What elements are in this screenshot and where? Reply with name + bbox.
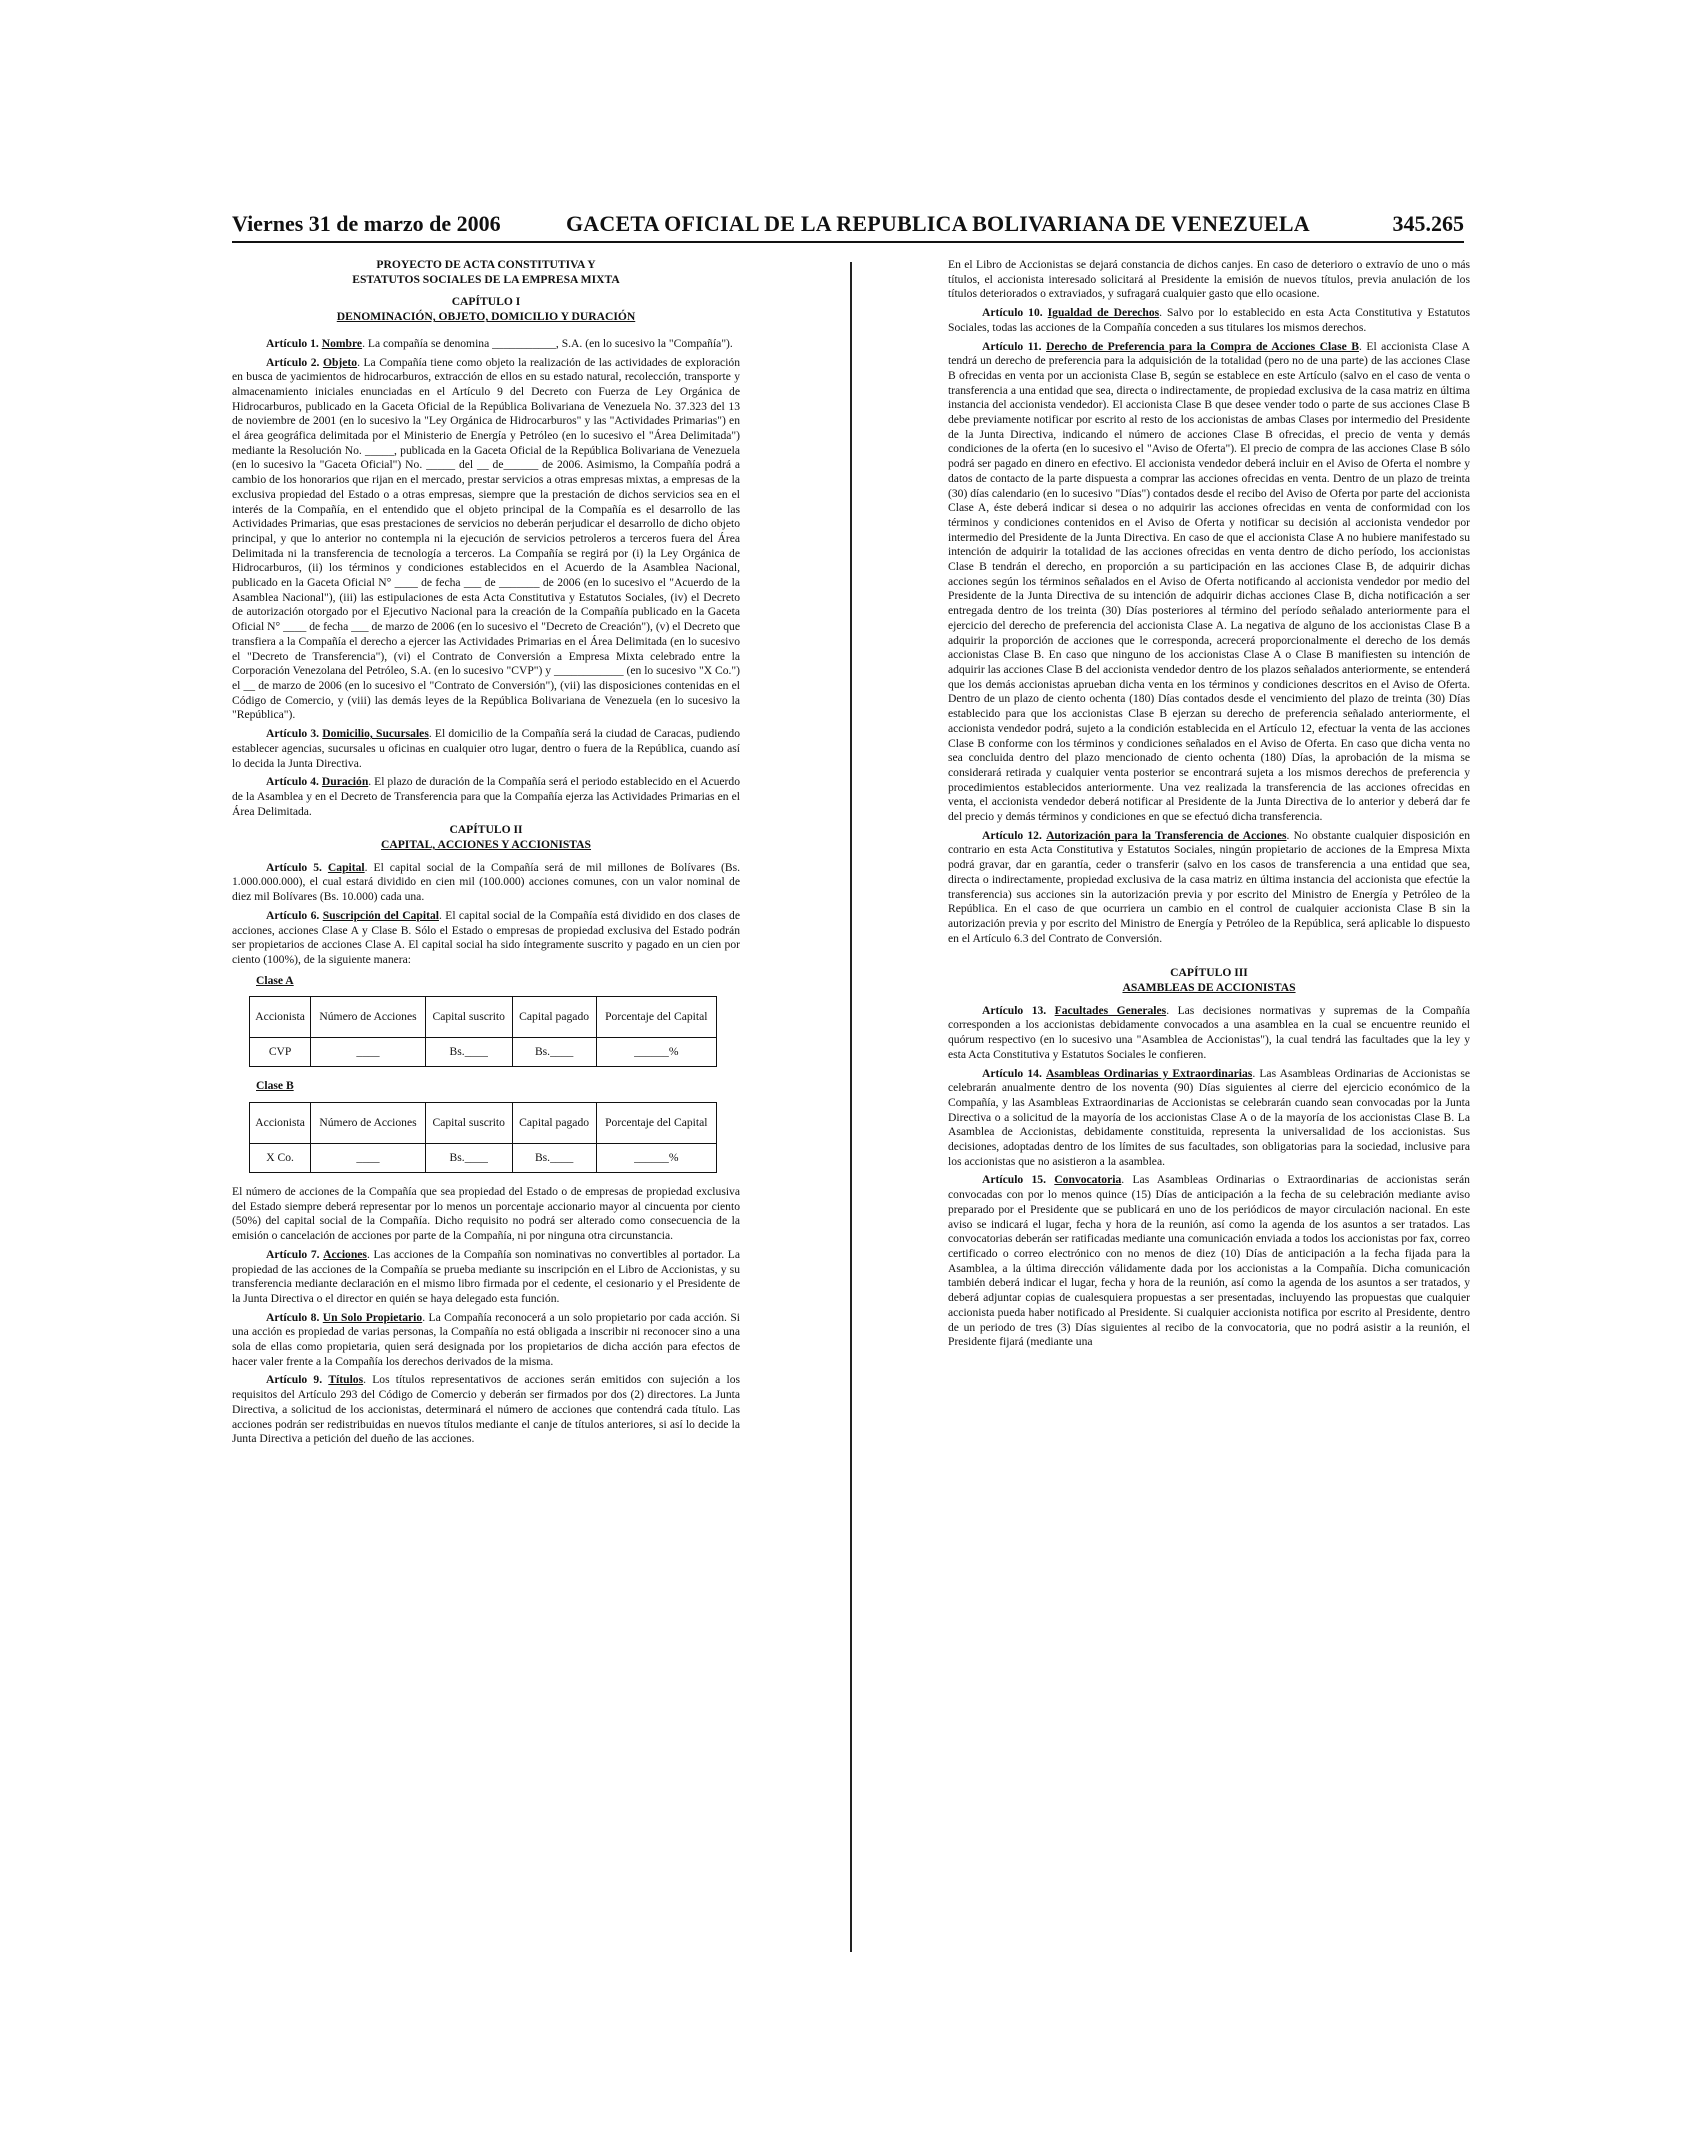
left-column (232, 258, 740, 1451)
table-cell: ____ (311, 1038, 426, 1067)
chapter-3-title: ASAMBLEAS DE ACCIONISTAS (1122, 981, 1296, 995)
column-divider (850, 262, 852, 1952)
article-5: Artículo 5. Capital. El capital social de la Compañía será de mil millones de Bolívares (Bs. 1.000.000.000), el cual estará dividido en cien mil (100.000) acciones comunes, con un valor nominal de diez mil Bolívares (Bs. 10.000) cada una. (232, 860, 740, 904)
class-a-label: Clase A (256, 973, 294, 987)
table-cell: ______% (596, 1038, 716, 1067)
article-12: Artículo 12. Autorización para la Transferencia de Acciones. No obstante cualquier disposición en contrario en esta Acta Constitutiva y Estatutos Sociales, ningún propietario de acciones de la Empresa Mixta podrá gravar, dar en garantía, ceder o transferir (salvo en los casos de transferencia a una entidad que sea, directa o indirectamente, propiedad exclusiva de la casa matriz en última instancia del accionista que efectúe la transferencia) sus acciones sin la autorización previa y por escrito del Ministro de Energía y Petróleo de la República. En el caso de que ocurriera un cambio en el control de cualquier accionista Clase B sin la autorización previa y por escrito del Ministro de Energía y Petróleo de la República, será aplicable lo dispuesto en el Artículo 6.3 del Contrato de Conversión. (948, 828, 1471, 945)
table-header: Porcentaje del Capital (596, 997, 716, 1038)
table-header: Accionista (250, 997, 311, 1038)
article-6: Artículo 6. Suscripción del Capital. El capital social de la Compañía está dividido en dos clases de acciones, acciones Clase A y Clase B. Sólo el Estado o empresas de propiedad exclusiva del Estado podrán ser propietarios de acciones Clase A. El capital social ha sido íntegramente suscrito y pagado en un cien por ciento (100%), de la siguiente manera: (232, 908, 741, 966)
article-3: Artículo 3. Domicilio, Sucursales. El domicilio de la Compañía será la ciudad de Caracas, pudiendo establecer agencias, sucursales u oficinas en cualquier otro lugar, dentro o fuera de la República, cuando así lo decida la Junta Directiva. (232, 727, 741, 770)
table-header: Número de Acciones (311, 997, 426, 1038)
table-header-row (250, 1103, 717, 1144)
article-4: Artículo 4. Duración. El plazo de duración de la Compañía será el periodo establecido en el Acuerdo de la Asamblea y en el Decreto de Transferencia para que la Compañía ejerza las Actividades Primarias en el Área Delimitada. (232, 775, 740, 818)
table-cell: CVP (250, 1038, 311, 1067)
article-14: Artículo 14. Asambleas Ordinarias y Extraordinarias. Las Asambleas Ordinarias de Accionistas se celebrarán anualmente dentro de los noventa (90) Días siguientes al cierre del ejercicio económico de la Compañía, y las Asambleas Extraordinarias de Accionistas se celebrarán cuando sean convocadas por la Junta Directiva o a solicitud de la mayoría de los accionistas Clase A o de la mayoría de los accionistas Clase B. La Asamblea de Accionistas, debidamente constituida, representa la universalidad de los accionistas. Sus decisiones, adoptadas dentro de los límites de sus facultades, son obligatorias para la sociedad, inclusive para los accionistas que no asistieron a la asamblea. (948, 1066, 1471, 1168)
chapter-1-heading: CAPÍTULO I (451, 295, 521, 309)
article-8: Artículo 8. Un Solo Propietario. La Compañía reconocerá a un solo propietario por cada acción. Si una acción es propiedad de varias personas, la Compañía no está obligada a inscribir ni reconocer sino a una sola de ellas como propietaria, quien será designada por los propietarios de dicha acción para efectos de hacer valer frente a la Compañía los derechos derivados de la misma. (232, 1310, 740, 1368)
gazette-title: GACETA OFICIAL DE LA REPUBLICA BOLIVARIANA DE VENEZUELA (566, 211, 1310, 236)
table-header: Accionista (250, 1103, 311, 1144)
state-ownership-paragraph: El número de acciones de la Compañía que sea propiedad del Estado o de empresas de propiedad exclusiva del Estado siempre deberá representar por lo menos un porcentaje accionario mayor al cincuenta por ciento (50%) del capital social de la Compañía. Dicho requisito no podrá ser alterado como consecuencia de la emisión o cancelación de acciones por parte de la Compañía, ni por ninguna otra circunstancia. (232, 1185, 740, 1243)
article-13: Artículo 13. Facultades Generales. Las decisiones normativas y supremas de la Compañía corresponden a los accionistas debidamente convocados a una asamblea en la cual se encuentre reunido el quórum respectivo (en lo sucesivo una "Asamblea de Accionistas"), la cual tendrá las facultades que la ley y esta Acta Constitutiva y Estatutos Sociales le confieren. (948, 1003, 1470, 1061)
issue-date: Viernes 31 de marzo de 2006 (232, 211, 501, 236)
table-header: Capital pagado (512, 1103, 596, 1144)
chapter-3-heading: CAPÍTULO III (1170, 966, 1248, 980)
table-header: Capital suscrito (425, 1103, 512, 1144)
table-cell: Bs.____ (425, 1038, 512, 1067)
document-title-line-2: ESTATUTOS SOCIALES DE LA EMPRESA MIXTA (352, 272, 620, 286)
chapter-2-heading: CAPÍTULO II (449, 823, 523, 837)
article-1: Artículo 1. Nombre. La compañía se denomina ___________, S.A. (en lo sucesivo la "Compañía"). (266, 336, 733, 350)
class-b-table (249, 1102, 717, 1173)
article-9: Artículo 9. Títulos. Los títulos representativos de acciones serán emitidos con sujeción a los requisitos del Artículo 293 del Código de Comercio y deberán ser firmados por dos (2) directores. La Junta Directiva, a solicitud de los accionistas, determinará el número de acciones que contendrá cada título. Las acciones podrán ser redistribuidas en nuevos títulos mediante el canje de títulos anteriores, si así lo decide la Junta Directiva a petición del dueño de las acciones. (232, 1373, 741, 1446)
article-9-continuation: En el Libro de Accionistas se dejará constancia de dichos canjes. En caso de deterioro o extravío de uno o más títulos, el accionista interesado solicitará al Presidente la emisión de nuevos títulos, previa anulación de los títulos deteriorados o extraviados, y sufragará cualquier gasto que ello ocasione. (948, 258, 1470, 301)
document-title-line-1: PROYECTO DE ACTA CONSTITUTIVA Y (376, 258, 596, 271)
article-7: Artículo 7. Acciones. Las acciones de la Compañía son nominativas no convertibles al portador. La propiedad de las acciones de la Compañía se prueba mediante su inscripción en el Libro de Accionistas, y su transferencia mediante declaración en el mismo libro firmada por el cedente, el cesionario y el Presidente de la Junta Directiva o el director en quién se haya delegado esta función. (232, 1247, 740, 1305)
table-cell: ____ (311, 1144, 426, 1173)
table-row (250, 1038, 717, 1067)
table-cell: Bs.____ (425, 1144, 512, 1173)
table-header: Capital suscrito (425, 997, 512, 1038)
table-cell: Bs.____ (512, 1038, 596, 1067)
table-header: Porcentaje del Capital (596, 1103, 716, 1144)
page-number: 345.265 (1392, 211, 1464, 236)
table-cell: X Co. (250, 1144, 311, 1173)
article-11: Artículo 11. Derecho de Preferencia para la Compra de Acciones Clase B. El accionista Clase A tendrá un derecho de preferencia para la adquisición de la totalidad (pero no de una parte) de las acciones Clase B ofrecidas en venta por un accionista Clase B, según se establece en este Artículo (salvo en el caso de venta o transferencia a una entidad que sea, directa o indirectamente, de propiedad exclusiva de la casa matriz en última instancia del accionista vendedor). El accionista Clase B que desee vender todo o parte de sus acciones Clase B debe previamente notificar por escrito al resto de los accionistas de ambas Clases por intermedio del Presidente de la Junta Directiva, indicando el número de acciones Clase B ofrecidas, el precio de venta y demás condiciones de la oferta (en lo sucesivo el "Aviso de Oferta"). El precio de compra de las acciones Clase B sólo podrá ser pagado en dinero en efectivo. El accionista vendedor deberá incluir en el Aviso de Oferta el nombre y datos de contacto de la parte dispuesta a comprar las acciones ofrecidas en venta. Dentro de un plazo de treinta (30) días calendario (en lo sucesivo "Días") contados desde el recibo del Aviso de Oferta por parte del accionista Clase A, éste deberá indicar si desea o no adquirir las acciones ofrecidas en venta de conformidad con los términos y condiciones contenidos en el Aviso de Oferta y notificar su decisión al accionista vendedor por intermedio del Presidente de la Junta Directiva. En caso de que el accionista Clase A no hubiere manifestado su intención de adquirir la totalidad de las acciones ofrecidas en venta dentro de dicho período, los accionistas Clase B tendrán el derecho, en proporción a su participación en las acciones Clase B, de adquirir dichas acciones según los términos señalados en el Aviso de Oferta notificando al accionista vendedor por medio del Presidente de la Junta Directiva de su intención de adquirir dichas acciones Clase B, dicha notificación a ser entregada dentro de los treinta (30) Días posteriores al término del período señalado anteriormente para el ejercicio del derecho de preferencia del accionista Clase A. La negativa de alguno de los accionistas Clase B a adquirir la proporción de acciones que le corresponda, acrecerá proporcionalmente el derecho de los demás accionistas Clase B. En caso que ninguno de los accionistas Clase A o Clase B manifiesten su intención de adquirir las acciones Clase B del accionista vendedor dentro de los plazos señalados anteriormente, se entenderá que los demás accionistas aprueban dicha venta en los términos y condiciones descritos en el Aviso de Oferta. Dentro de un plazo de ciento ochenta (180) Días contados desde el vencimiento del plazo de treinta (30) Días establecido para que los accionistas Clase B ejerzan su derecho de preferencia señalado anteriormente, el accionista vendedor podrá, sujeto a la condición establecida en el Artículo 12, efectuar la venta de las acciones Clase B conforme con los términos y condiciones señalados en el Aviso de Oferta. En caso que dicha venta no sea concluida dentro del plazo mencionado de ciento ochenta (180) Días, la aprobación de la misma se considerará retirada y cualquier venta posterior se encontrará sujeta a los mismos derechos de preferencia y procedimientos establecidos anteriormente. Una vez realizada la transferencia de las acciones ofrecidas en venta, el accionista vendedor deberá notificar al Presidente de la Junta Directiva de lo anterior y deberá dar fe del precio y demás términos y condiciones en que se efectuó dicha transferencia. (948, 339, 1471, 824)
table-cell: ______% (596, 1144, 716, 1173)
class-b-label: Clase B (256, 1079, 294, 1093)
article-2: Artículo 2. Objeto. La Compañía tiene como objeto la realización de las actividades de exploración en busca de yacimientos de hidrocarburos, extracción de ellos en su estado natural, recolección, transporte y almacenamiento iniciales enunciadas en el Artículo 9 del Decreto con Fuerza de Ley Orgánica de Hidrocarburos, publicado en la Gaceta Oficial de la República Bolivariana de Venezuela No. 37.323 del 13 de noviembre de 2001 (en lo sucesivo la "Ley Orgánica de Hidrocarburos" y las "Actividades Primarias") en el área geográfica delimitada por el Ministerio de Energía y Petróleo (en lo sucesivo el "Área Delimitada") mediante la Resolución No. _____, publicada en la Gaceta Oficial de la República Bolivariana de Venezuela (en lo sucesivo la "Gaceta Oficial") No. _____ del __ de______ de 2006. Asimismo, la Compañía podrá a cambio de los honorarios que rijan en el mercado, prestar servicios a otras empresas mixtas, a empresas de la exclusiva propiedad del Estado o a otras empresas, siempre que la prestación de dichos servicios sea en el interés de la Compañía, en el entendido que el objeto principal de la Compañía es el desarrollo de las Actividades Primarias, que esas prestaciones de servicios no deberán perjudicar el desarrollo de dicho objeto principal, y que lo anterior no contempla ni la ejecución de servicios petroleros a terceros fuera del Área Delimitada ni la transferencia de tecnología a terceros. La Compañía se regirá por (i) la Ley Orgánica de Hidrocarburos, (ii) los términos y condiciones establecidos en el Acuerdo de la Asamblea Nacional, publicado en la Gaceta Oficial N° ____ de fecha ___ de _______ de 2006 (en lo sucesivo el "Acuerdo de la Asamblea Nacional"), (iii) las estipulaciones de esta Acta Constitutiva y Estatutos Sociales, (iv) el Decreto de autorización otorgado por el Ejecutivo Nacional para la creación de la Compañía publicado en la Gaceta Oficial N° ____ de fecha ___ de marzo de 2006 (en lo sucesivo el "Decreto de Creación"), (v) el Decreto que transfiera a la Compañía el derecho a ejercer las Actividades Primarias en el Área Delimitada (en lo sucesivo el "Decreto de Transferencia"), (vi) el Contrato de Conversión a Empresa Mixta celebrado entre la Corporación Venezolana del Petróleo, S.A. (en lo sucesivo "CVP") y ____________ (en lo sucesivo "X Co.") el __ de marzo de 2006 (en lo sucesivo el "Contrato de Conversión"), (vii) las disposiciones contenidas en el Código de Comercio, y (viii) las demás leyes de la República Bolivariana de Venezuela (en lo sucesivo la "República"). (232, 355, 741, 722)
chapter-2-title: CAPITAL, ACCIONES Y ACCIONISTAS (380, 838, 592, 852)
class-a-table (249, 996, 717, 1067)
table-header: Número de Acciones (311, 1103, 426, 1144)
table-cell: Bs.____ (512, 1144, 596, 1173)
page-header (232, 211, 1464, 243)
article-10: Artículo 10. Igualdad de Derechos. Salvo por lo establecido en esta Acta Constitutiva y Estatutos Sociales, todas las acciones de la Compañía conceden a sus titulares los mismos derechos. (948, 306, 1470, 334)
right-column (948, 258, 1470, 1354)
table-header: Capital pagado (512, 997, 596, 1038)
table-header-row (250, 997, 717, 1038)
article-15: Artículo 15. Convocatoria. Las Asambleas Ordinarias o Extraordinarias de accionistas serán convocadas con por lo menos quince (15) Días de anticipación a la fecha de su celebración mediante aviso preparado por el Presidente que se publicará en uno de los periódicos de mayor circulación nacional. En este aviso se indicará el lugar, fecha y hora de la reunión, así como la agenda de los asuntos a ser tratados. Las convocatorias deberán ser ratificadas mediante una comunicación enviada a todos los accionistas por fax, correo certificado o correo electrónico con no menos de diez (10) Días de anticipación a la fecha fijada para la Asamblea, a la última dirección válidamente dada por los accionistas a la Compañía. Dicha comunicación también deberá indicar el lugar, fecha y hora de la reunión, así como la agenda de los asuntos a ser tratados, y deberá adjuntar copias de cualesquiera propuestas a ser presentadas, incluyendo las propuestas que cualquier accionista pueda haber notificado al Presidente. Si cualquier accionista notifica por escrito al Presidente, dentro de un periodo de tres (3) Días siguientes al recibo de la convocatoria, que no podrá asistir a la reunión, el Presidente fijará (mediante una (948, 1173, 1470, 1349)
table-row (250, 1144, 717, 1173)
chapter-1-title: DENOMINACIÓN, OBJETO, DOMICILIO Y DURACIÓN (336, 310, 636, 324)
